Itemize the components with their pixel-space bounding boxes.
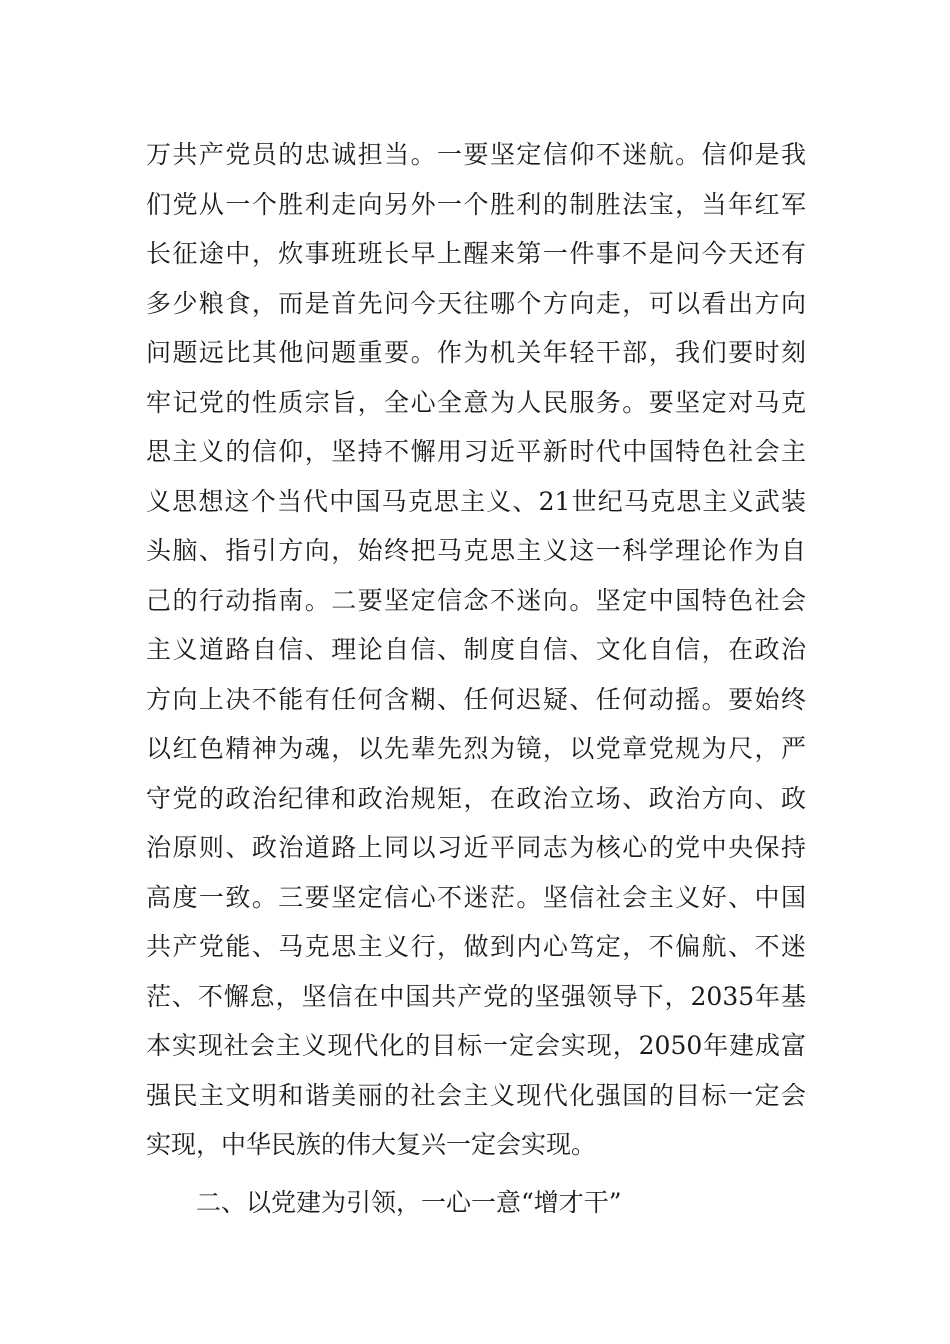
text-line: 强民主文明和谐美丽的社会主义现代化强国的目标一定会	[146, 1080, 806, 1110]
text-line: 问题远比其他问题重要。作为机关年轻干部，我们要时刻	[146, 338, 806, 367]
section-heading: 二、以党建为引领，一心一意“增才干”	[196, 1187, 622, 1217]
text-line: 本实现社会主义现代化的目标一定会实现，2050年建成富	[146, 1031, 806, 1060]
text-line: 高度一致。三要坚定信心不迷茫。坚信社会主义好、中国	[146, 882, 806, 912]
text-line: 头脑、指引方向，始终把马克思主义这一科学理论作为自	[146, 536, 806, 565]
text-line: 思主义的信仰，坚持不懈用习近平新时代中国特色社会主	[146, 437, 806, 466]
text-line: 多少粮食，而是首先问今天往哪个方向走，可以看出方向	[146, 288, 806, 318]
text-line: 茫、不懈怠，坚信在中国共产党的坚强领导下，2035年基	[146, 981, 806, 1011]
text-line: 们党从一个胜利走向另外一个胜利的制胜法宝，当年红军	[146, 189, 806, 219]
text-line: 方向上决不能有任何含糊、任何迟疑、任何动摇。要始终	[146, 684, 806, 714]
text-line: 以红色精神为魂，以先辈先烈为镜，以党章党规为尺，严	[146, 734, 806, 763]
text-line: 己的行动指南。二要坚定信念不迷向。坚定中国特色社会	[146, 585, 806, 615]
text-line: 共产党能、马克思主义行，做到内心笃定，不偏航、不迷	[146, 932, 806, 961]
text-line: 义思想这个当代中国马克思主义、21世纪马克思主义武装	[146, 486, 806, 516]
text-line: 牢记党的性质宗旨，全心全意为人民服务。要坚定对马克	[146, 387, 806, 417]
text-line: 实现，中华民族的伟大复兴一定会实现。	[146, 1130, 597, 1159]
text-line: 主义道路自信、理论自信、制度自信、文化自信，在政治	[146, 635, 806, 664]
body-text	[146, 130, 806, 1227]
text-line: 万共产党员的忠诚担当。一要坚定信仰不迷航。信仰是我	[146, 140, 806, 169]
text-line: 治原则、政治道路上同以习近平同志为核心的党中央保持	[146, 833, 806, 862]
text-line: 长征途中，炊事班班长早上醒来第一件事不是问今天还有	[146, 239, 806, 268]
text-line: 守党的政治纪律和政治规矩，在政治立场、政治方向、政	[146, 783, 806, 813]
